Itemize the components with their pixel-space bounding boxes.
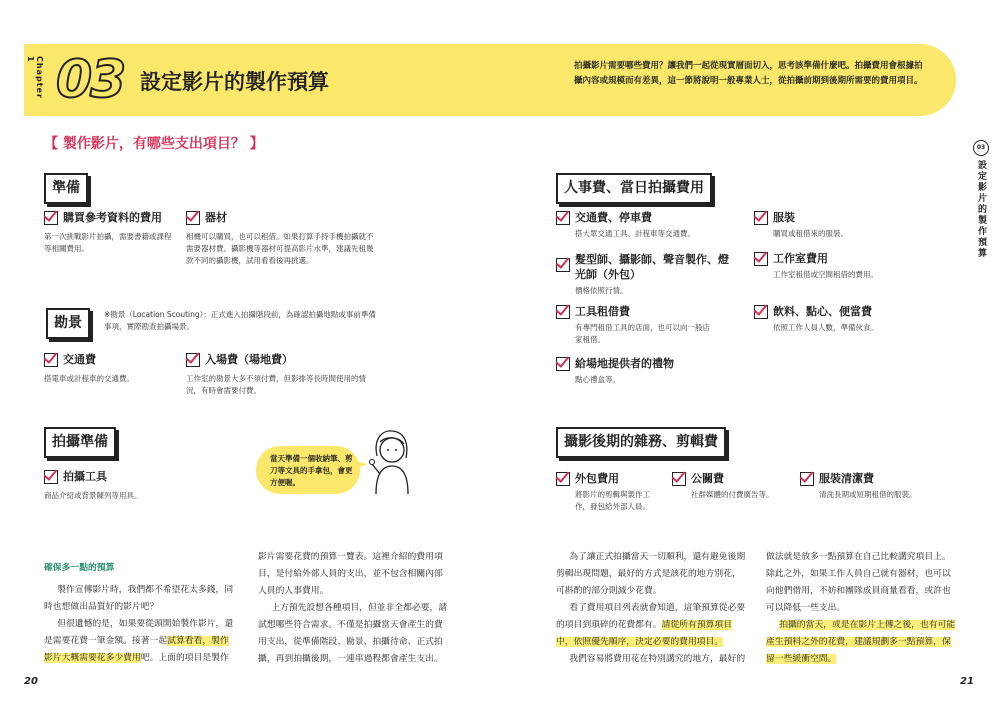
- item-title: 給場地提供者的禮物: [575, 357, 674, 370]
- paragraph: 做法就是放多一點預算在自己比較講究項目上。除此之外，如果工作人員自己就有器材，也可以向他們借用，不妨和團隊成員商量看看，或許也可以降低一些支出。: [766, 552, 951, 613]
- item-title: 服裝: [773, 211, 795, 224]
- item-title: 交通費: [63, 353, 96, 366]
- item-title: 交通費、停車費: [575, 211, 652, 224]
- item-venue-gift: [556, 357, 726, 386]
- scout-note: ※勘景（Location Scouting）：正式進入拍攝階段前，為確認拍攝地點或事前準備事項，實際勘查拍攝場景。: [104, 310, 376, 331]
- section-label-shoot-prep: 拍攝準備: [44, 427, 116, 458]
- paragraph: 上方預先設想各種項目，但並非全都必要，請試想哪些符合需求。不僅是拍攝當天會產生的費用支出，從準備階段、勘景、拍攝待命、正式拍攝，再到拍攝後期，一連串過程都會產生支出。: [258, 603, 448, 664]
- side-chapter-number: 03: [973, 140, 989, 156]
- checkbox-icon: [754, 211, 768, 225]
- item-transport-parking: [556, 211, 726, 240]
- item-pr: [672, 472, 790, 501]
- article-col2: [258, 549, 450, 668]
- item-studio: [754, 252, 924, 281]
- checkbox-icon: [556, 305, 570, 319]
- checkbox-icon: [44, 353, 58, 367]
- item-desc: 搭電車或計程車的交通費。: [44, 374, 134, 383]
- item-title: 入場費（場地費）: [205, 353, 293, 366]
- item-desc: 工作室租借或空間租借的費用。: [773, 270, 878, 279]
- page-title: 設定影片的製作預算: [140, 70, 329, 94]
- item-desc: 工作室的勘景大多不須付費，但影排等長時間使用的情況，有時會需要付費。: [186, 374, 366, 395]
- article-col1: [44, 582, 236, 667]
- section-label-prep: 準備: [44, 173, 88, 204]
- item-desc: 商品介紹或背景陳列等用具。: [44, 491, 142, 500]
- item-crew: [556, 252, 730, 297]
- section-label-scout: 勘景: [46, 308, 90, 339]
- item-title: 工具租借費: [575, 305, 630, 318]
- checkbox-icon: [186, 353, 200, 367]
- section-label-post: 攝影後期的雜務、剪輯費: [556, 427, 726, 458]
- article-heading: 確保多一點的預算: [44, 563, 115, 573]
- text-run: 吧。上面的項目是製作: [140, 653, 229, 663]
- side-section-label: 設定影片的製作預算: [976, 160, 986, 259]
- item-title: 公關費: [691, 472, 724, 485]
- item-desc: 將影片的剪輯與製作工作，發包給外部人員。: [575, 490, 650, 511]
- item-desc: 清洗長期或短期租借的服裝。: [819, 490, 917, 499]
- checkbox-icon: [754, 252, 768, 266]
- item-reference-materials: [44, 211, 174, 255]
- checkbox-icon: [556, 357, 570, 371]
- item-desc: 相機可以購買，也可以租借。如果打算手持手機拍攝就不需要器材費。攝影機等器材可提高影片水準，建議先租幾款不同的攝影機，試用看看後再挑選。: [186, 232, 374, 265]
- paragraph: 為了讓正式拍攝當天一切順利，還有避免後期剪輯出現問題，最好的方式是該花的地方別花，可斟酌的部分則減少花費。: [556, 552, 746, 596]
- paragraph: 製作宣傳影片時，我們都不希望花太多錢，同時也想做出品質好的影片吧？: [44, 585, 234, 612]
- item-outsourcing: [556, 472, 664, 513]
- item-desc: 點心禮盒等。: [575, 375, 620, 384]
- item-equipment: [186, 211, 374, 267]
- checkbox-icon: [44, 211, 58, 225]
- page-number-right: 21: [960, 676, 974, 687]
- highlighted-text: 拍攝的當天，或是在影片上傳之後，也有可能產生預料之外的花費，建議規劃多一點預算，保留一些緩衝空間。: [766, 620, 956, 664]
- paragraph: [44, 616, 236, 667]
- item-costume: [754, 211, 924, 240]
- item-title: 工作室費用: [773, 252, 828, 265]
- item-title: 服裝清潔費: [819, 472, 874, 485]
- checkbox-icon: [44, 470, 58, 484]
- section-label-staff: 人事費、當日拍攝費用: [556, 173, 712, 204]
- checkbox-icon: [800, 472, 814, 486]
- item-title: 飲料、點心、便當費: [773, 305, 872, 318]
- text-run: 看了費用項目列表就會知道，這筆預算從必要的項目到瑣碎的花費都有。: [556, 603, 746, 630]
- checkbox-icon: [754, 305, 768, 319]
- item-tool-rental: [556, 305, 716, 346]
- item-desc: 搭大眾交通工具、計程車等交通費。: [575, 229, 695, 238]
- chapter-number: 03: [56, 50, 125, 110]
- highlighted-text: 試算看看，製作影片大概需要花多少費用: [44, 636, 229, 663]
- item-venue-fee: [186, 353, 374, 397]
- item-title: 髮型師、攝影師、聲音製作、燈光師（外包）: [575, 253, 729, 281]
- item-desc: 價格依照行情。: [575, 286, 628, 295]
- item-title: 購買參考資料的費用: [63, 211, 162, 224]
- item-scout-transport: [44, 353, 174, 385]
- item-desc: 第一次挑戰影片拍攝，需要書籍或課程等相關費用。: [44, 232, 172, 253]
- bubble-text: 當天準備一個收納筆、剪刀等文具的手拿包，會更方便喔。: [270, 454, 353, 487]
- intro-text: 拍攝影片需要哪些費用？讓我們一起從現實層面切入，思考該準備什麼吧。拍攝費用會根據拍攝內容或規模而有差異，這一節將說明一般專業人士，從拍攝前期到後期所需要的費用項目。: [574, 61, 923, 86]
- page-number-left: 20: [24, 676, 38, 687]
- item-desc: 依照工作人員人數，準備伙食。: [773, 323, 878, 332]
- item-title: 外包費用: [575, 472, 619, 485]
- item-catering: [754, 305, 924, 334]
- item-desc: 購買或租借來的服裝。: [773, 229, 848, 238]
- item-desc: 社群媒體的付費廣告等。: [691, 490, 774, 499]
- checkbox-icon: [186, 211, 200, 225]
- item-props: [44, 470, 204, 502]
- item-title: 器材: [205, 211, 227, 224]
- paragraph: 我們容易將費用花在特別講究的地方，最好的: [569, 654, 746, 664]
- paragraph: 影片需要花費的預算一覽表。這裡介紹的費用項目，是付給外部人員的支出，並不包含相關內部人員的人事費用。: [258, 552, 443, 596]
- section-question: 【 製作影片，有哪些支出項目？ 】: [44, 136, 264, 152]
- chapter-label: Chapter 1: [26, 56, 44, 99]
- paragraph: [556, 600, 746, 651]
- highlighted-text: 請從所有預算項目中，依照優先順序，決定必要的費用項目。: [556, 620, 732, 647]
- article-col3: [556, 549, 746, 668]
- checkbox-icon: [556, 258, 570, 272]
- item-costume-cleaning: [800, 472, 950, 501]
- checkbox-icon: [556, 472, 570, 486]
- article-col4: [766, 549, 956, 668]
- checkbox-icon: [556, 211, 570, 225]
- woman-illustration-icon: [368, 428, 414, 496]
- text-run: 但很遺憾的是，如果要從頭開始製作影片，還是需要花費一筆金額。接著一起: [44, 619, 234, 646]
- item-title: 拍攝工具: [63, 470, 107, 483]
- item-desc: 有專門租借工具的店面，也可以向一般店家租借。: [575, 323, 710, 344]
- paragraph: [766, 617, 956, 668]
- checkbox-icon: [672, 472, 686, 486]
